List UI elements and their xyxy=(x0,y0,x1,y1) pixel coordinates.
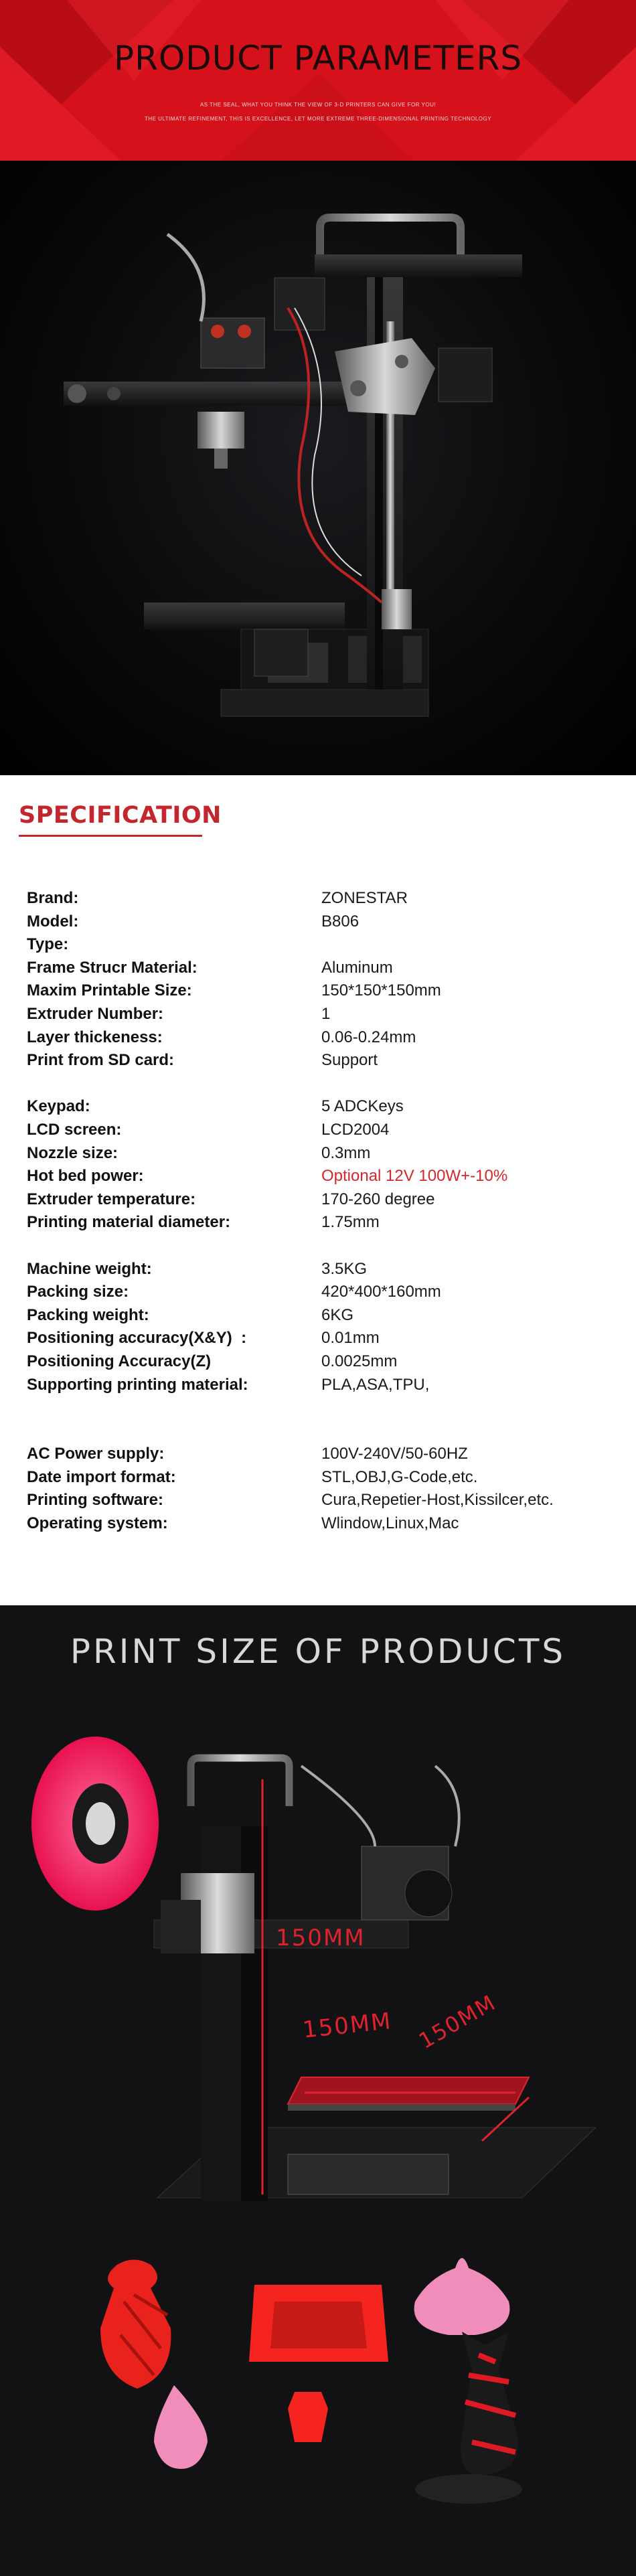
spec-value: 3.5KG xyxy=(321,1259,368,1278)
spec-row xyxy=(27,1167,623,1188)
spec-label: Packing size: xyxy=(27,1283,129,1301)
banner-subtitle-2: THE ULTIMATE REFINEMENT, THIS IS EXCELLENCE, LET MORE EXTREME THREE-DIMENSIONAL PRINTING TECHNOLOGY xyxy=(144,116,492,122)
spec-label: Hot bed power: xyxy=(27,1167,144,1186)
spec-label: Date import format: xyxy=(27,1467,176,1486)
spec-row xyxy=(27,1283,623,1304)
spec-label: Print from SD card: xyxy=(27,1051,175,1070)
spec-value: 0.06-0.24mm xyxy=(321,1028,416,1046)
print-size-title: PRINT SIZE OF PRODUCTS xyxy=(70,1632,566,1671)
spec-row xyxy=(27,1260,623,1281)
spec-label: Machine weight: xyxy=(27,1259,152,1278)
spec-value: 0.0025mm xyxy=(321,1352,398,1370)
specification-underline xyxy=(19,835,202,837)
spec-label: Frame Strucr Material: xyxy=(27,958,197,977)
spec-label: Extruder temperature: xyxy=(27,1190,196,1208)
spec-label: AC Power supply: xyxy=(27,1445,165,1463)
spec-value: PLA,ASA,TPU, xyxy=(321,1375,430,1394)
spec-value: ZONESTAR xyxy=(321,889,408,907)
spec-row xyxy=(27,889,623,910)
spec-row xyxy=(27,1445,623,1466)
spec-row xyxy=(27,1051,623,1072)
spec-row xyxy=(27,1213,623,1234)
spec-label: Packing weight: xyxy=(27,1305,149,1324)
spec-value: Aluminum xyxy=(321,958,393,977)
spec-row xyxy=(27,1005,623,1026)
spec-value: 6KG xyxy=(321,1305,354,1324)
spec-value: 170-260 degree xyxy=(321,1190,435,1208)
spec-value: Support xyxy=(321,1051,378,1070)
spec-label: Brand: xyxy=(27,889,79,907)
spec-label: Type: xyxy=(27,935,69,954)
specification-title: SPECIFICATION xyxy=(19,802,222,829)
spec-row xyxy=(27,1329,623,1350)
spec-row xyxy=(27,1352,623,1374)
banner-subtitle-1: AS THE SEAL, WHAT YOU THINK THE VIEW OF 3-D PRINTERS CAN GIVE FOR YOU! xyxy=(200,102,436,108)
spec-row xyxy=(27,912,623,934)
spec-label: Nozzle size: xyxy=(27,1143,118,1162)
spec-label: Maxim Printable Size: xyxy=(27,981,192,1000)
spec-value: 0.3mm xyxy=(321,1143,371,1162)
spec-value: Optional 12V 100W+-10% xyxy=(321,1167,508,1186)
spec-label: Supporting printing material: xyxy=(27,1375,248,1394)
spec-row xyxy=(27,935,623,957)
spec-row xyxy=(27,981,623,1003)
x-dimension-label: 150MM xyxy=(301,2008,394,2044)
print-size-illustration xyxy=(0,1605,636,2576)
spec-value: 1 xyxy=(321,1005,331,1023)
spec-value: 1.75mm xyxy=(321,1213,380,1232)
spec-row xyxy=(27,1097,623,1119)
spec-label: Printing material diameter: xyxy=(27,1213,231,1232)
spec-value: LCD2004 xyxy=(321,1121,390,1139)
spec-row xyxy=(27,1028,623,1050)
spec-label: Layer thickeness: xyxy=(27,1028,163,1046)
spec-label: Positioning accuracy(X&Y) : xyxy=(27,1329,247,1348)
spec-value: 100V-240V/50-60HZ xyxy=(321,1445,468,1463)
spec-value: 0.01mm xyxy=(321,1329,380,1348)
z-dimension-label: 150MM xyxy=(276,1925,366,1951)
spec-row xyxy=(27,1144,623,1165)
print-size-section xyxy=(0,1605,636,2576)
banner-background-graphic xyxy=(0,0,636,161)
printer-product-photo xyxy=(0,161,636,775)
spec-value: Wlindow,Linux,Mac xyxy=(321,1514,459,1532)
specification-section xyxy=(0,775,636,1605)
spec-row xyxy=(27,959,623,980)
banner-title: PRODUCT PARAMETERS xyxy=(113,39,523,78)
spec-row xyxy=(27,1491,623,1512)
y-dimension-label: 150MM xyxy=(414,1989,501,2055)
spec-row xyxy=(27,1121,623,1142)
spec-value: 420*400*160mm xyxy=(321,1283,441,1301)
spec-value: STL,OBJ,G-Code,etc. xyxy=(321,1467,478,1486)
spec-row xyxy=(27,1514,623,1536)
spec-value: B806 xyxy=(321,912,360,931)
spec-label: Printing software: xyxy=(27,1491,164,1510)
spec-label: Positioning Accuracy(Z) xyxy=(27,1352,212,1370)
spec-label: Extruder Number: xyxy=(27,1005,164,1023)
spec-value: Cura,Repetier-Host,Kissilcer,etc. xyxy=(321,1491,554,1510)
spec-row xyxy=(27,1190,623,1212)
spec-row xyxy=(27,1306,623,1327)
product-parameters-banner xyxy=(0,0,636,161)
spec-label: LCD screen: xyxy=(27,1121,122,1139)
printer-illustration xyxy=(0,161,636,775)
spec-value: 150*150*150mm xyxy=(321,981,441,1000)
spec-label: Model: xyxy=(27,912,79,931)
spec-label: Operating system: xyxy=(27,1514,168,1532)
spec-row xyxy=(27,1376,623,1397)
spec-row xyxy=(27,1468,623,1490)
spec-value: 5 ADCKeys xyxy=(321,1097,404,1116)
spec-label: Keypad: xyxy=(27,1097,90,1116)
